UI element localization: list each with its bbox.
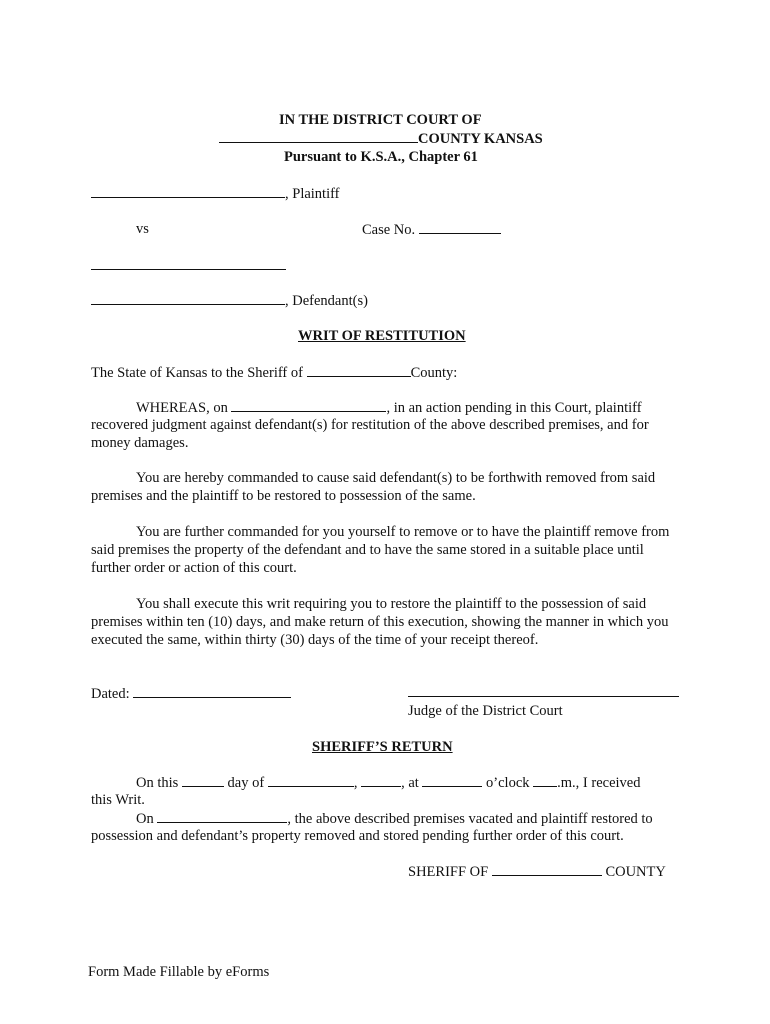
return-year-field[interactable] <box>361 773 401 787</box>
defendant-name-field-1[interactable] <box>91 256 286 270</box>
case-number-line <box>362 220 501 239</box>
judge-label: Judge of the District Court <box>408 703 563 719</box>
return-line-4: possession and defendant’s property removed and stored pending further order of this court. <box>91 828 624 844</box>
return-line-3 <box>136 809 653 828</box>
judge-signature-line[interactable] <box>408 684 679 697</box>
command-paragraph-2: You are further commanded for you yourself to remove or to have the plaintiff remove from said premises the property of the defendant and to have the same stored in a suitable place until further order or action of this court. <box>91 524 670 576</box>
county-label: COUNTY <box>605 864 666 880</box>
sheriff-signature-line <box>408 862 666 881</box>
vacated-text: , the above described premises vacated and plaintiff restored to <box>287 811 653 827</box>
dated-label: Dated: <box>91 686 130 702</box>
court-heading: IN THE DISTRICT COURT OF <box>279 112 482 128</box>
defendant-extra-line <box>91 256 286 275</box>
whereas-prefix: WHEREAS, on <box>136 400 228 416</box>
vs-label: vs <box>136 221 149 237</box>
on-this-label: On this <box>136 775 179 791</box>
county-name-field[interactable] <box>219 129 418 143</box>
sheriff-county-return-field[interactable] <box>492 862 602 876</box>
footer-note: Form Made Fillable by eForms <box>88 964 270 980</box>
sheriff-return-title: SHERIFF’S RETURN <box>312 739 453 755</box>
defendant-line <box>91 291 368 310</box>
greeting-prefix: The State of Kansas to the Sheriff of <box>91 365 303 381</box>
at-label: , at <box>401 775 419 791</box>
writ-title: WRIT OF RESTITUTION <box>298 328 466 344</box>
command-paragraph-1: You are hereby commanded to cause said defendant(s) to be forthwith removed from said premises and the plaintiff to be restored to possession of the same. <box>91 470 656 504</box>
case-no-label: Case No. <box>362 222 416 238</box>
whereas-line-1 <box>136 398 642 417</box>
return-month-field[interactable] <box>268 773 354 787</box>
received-label: .m., I received <box>557 775 641 791</box>
plaintiff-line <box>91 184 340 203</box>
county-heading <box>219 129 543 148</box>
return-day-field[interactable] <box>182 773 224 787</box>
whereas-line-3: money damages. <box>91 435 189 451</box>
greeting-suffix: County: <box>410 365 458 381</box>
plaintiff-name-field[interactable] <box>91 184 285 198</box>
judgment-date-field[interactable] <box>231 398 386 412</box>
case-number-field[interactable] <box>419 220 501 234</box>
statute-heading: Pursuant to K.S.A., Chapter 61 <box>284 149 478 165</box>
vacated-date-field[interactable] <box>157 809 287 823</box>
return-line-1: On this day of , , at o’clock .m., I received <box>136 775 641 791</box>
sheriff-county-field[interactable] <box>307 363 411 377</box>
return-line-2: this Writ. <box>91 792 145 808</box>
whereas-line-2: recovered judgment against defendant(s) for restitution of the above described premises, and for <box>91 417 649 433</box>
dated-line <box>91 684 291 703</box>
plaintiff-label: , Plaintiff <box>285 186 340 202</box>
am-pm-field[interactable] <box>533 773 557 787</box>
dated-field[interactable] <box>133 684 291 698</box>
defendant-name-field-2[interactable] <box>91 291 285 305</box>
return-time-field[interactable] <box>422 773 482 787</box>
defendant-label: , Defendant(s) <box>285 293 368 309</box>
day-of-label: day of <box>227 775 265 791</box>
sheriff-of-label: SHERIFF OF <box>408 864 489 880</box>
whereas-rest: , in an action pending in this Court, plaintiff <box>386 400 642 416</box>
oclock-label: o’clock <box>486 775 530 791</box>
on-label: On <box>136 811 154 827</box>
county-kansas-label: COUNTY KANSAS <box>418 131 543 147</box>
greeting-line <box>91 363 457 382</box>
command-paragraph-3: You shall execute this writ requiring you to restore the plaintiff to the possession of said premises within ten (10) days, and make return of this execution, showing the manner in which you executed the same, within thirty (30) days of the time of your receipt thereof. <box>91 596 669 648</box>
